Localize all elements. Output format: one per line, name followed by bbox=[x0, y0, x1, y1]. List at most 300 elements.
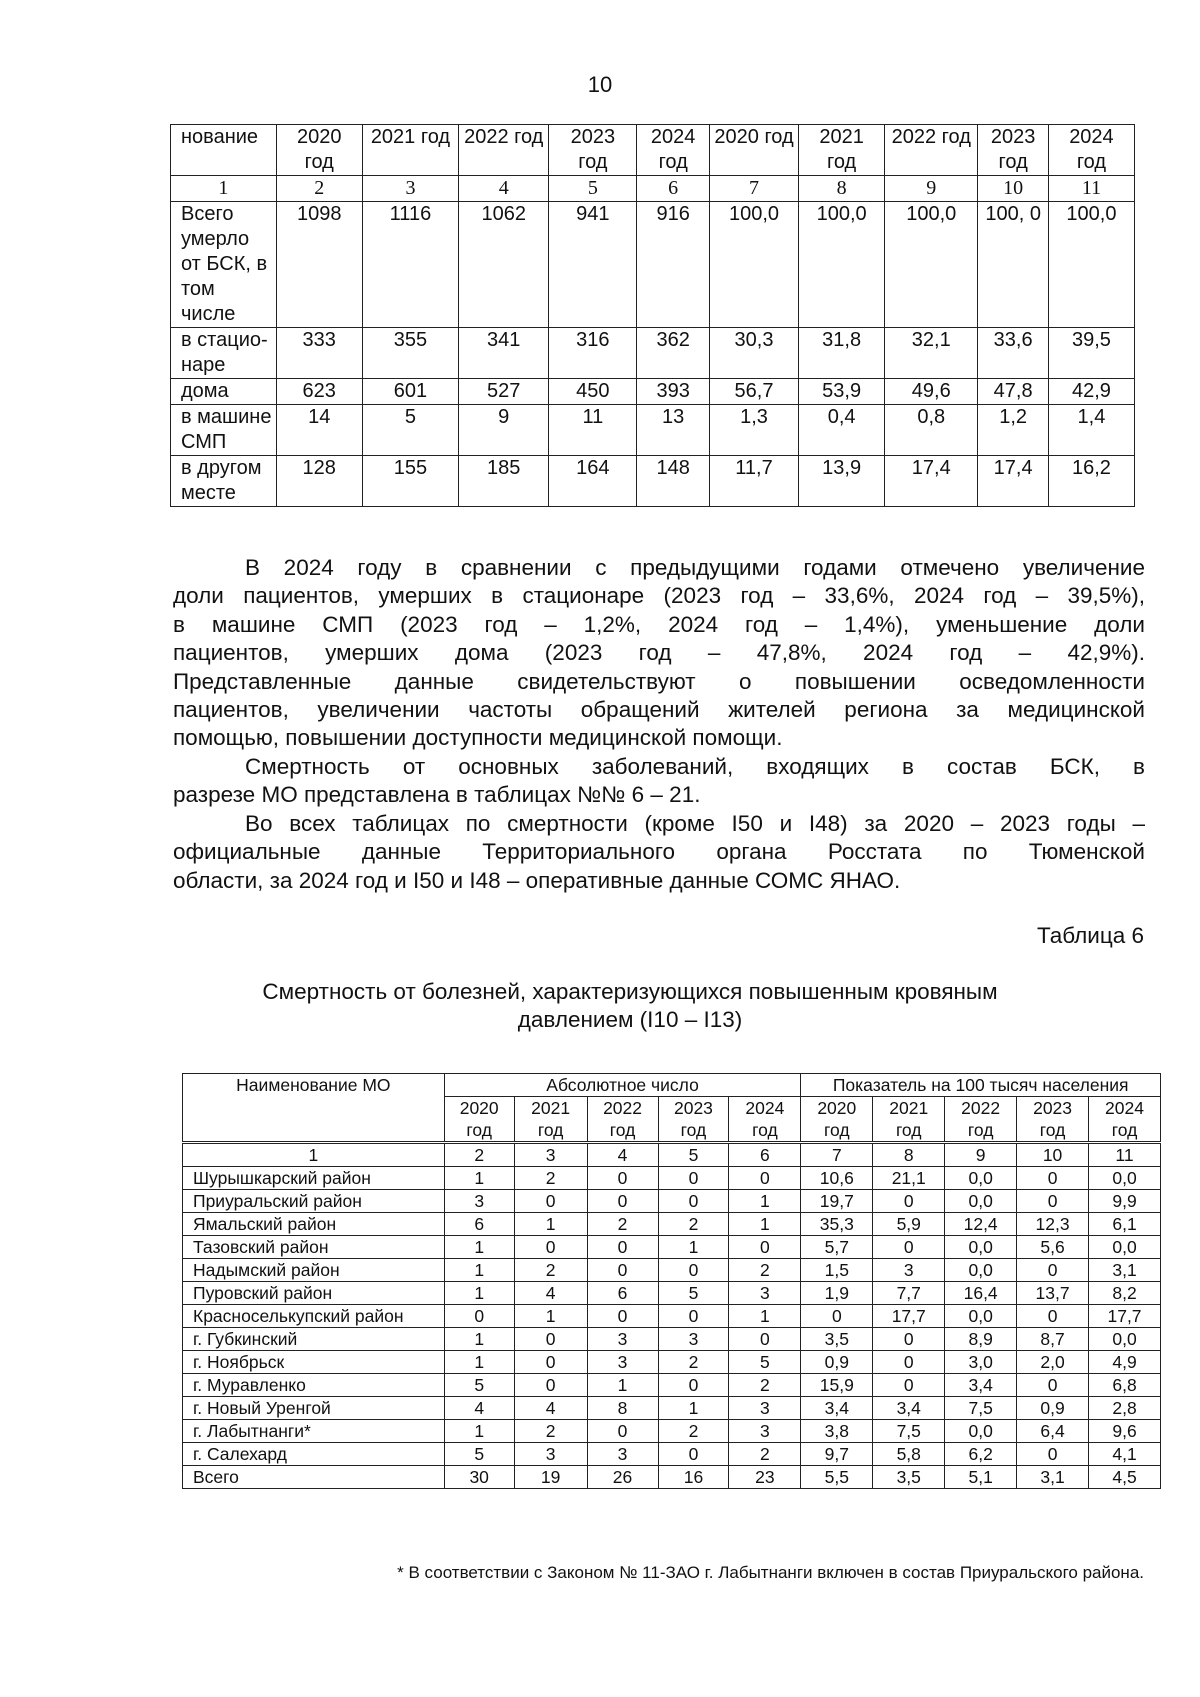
rate-value: 0,0 bbox=[945, 1420, 1017, 1443]
absolute-value: 1 bbox=[444, 1236, 514, 1259]
paragraph-line: пациентов, умерших дома (2023 год – 47,8%, 2024 год – 42,9%). bbox=[173, 640, 1145, 666]
table-row bbox=[183, 1305, 1161, 1328]
rate-value: 0 bbox=[873, 1236, 945, 1259]
index-cell: 2 bbox=[276, 176, 362, 202]
rate-value: 0,0 bbox=[945, 1167, 1017, 1190]
index-cell: 11 bbox=[1089, 1143, 1161, 1167]
rate-value: 0,0 bbox=[945, 1236, 1017, 1259]
index-cell: 3 bbox=[514, 1143, 587, 1167]
value-cell: 39,5 bbox=[1048, 328, 1134, 379]
rate-value: 16,4 bbox=[945, 1282, 1017, 1305]
value-cell: 1098 bbox=[276, 202, 362, 328]
absolute-value: 0 bbox=[587, 1190, 658, 1213]
value-cell: 32,1 bbox=[885, 328, 978, 379]
absolute-value: 0 bbox=[587, 1420, 658, 1443]
year-header: 2023 год bbox=[658, 1097, 729, 1143]
rate-value: 0 bbox=[873, 1190, 945, 1213]
absolute-value: 3 bbox=[729, 1282, 801, 1305]
absolute-value: 1 bbox=[729, 1213, 801, 1236]
table-index-row bbox=[183, 1143, 1161, 1167]
absolute-value: 3 bbox=[514, 1443, 587, 1466]
index-cell: 8 bbox=[873, 1143, 945, 1167]
mo-name: Ямальский район bbox=[183, 1213, 445, 1236]
column-header: 2024 год bbox=[637, 125, 710, 176]
absolute-value: 0 bbox=[658, 1443, 729, 1466]
absolute-value: 0 bbox=[729, 1328, 801, 1351]
absolute-value: 19 bbox=[514, 1466, 587, 1489]
rate-value: 3,8 bbox=[801, 1420, 873, 1443]
absolute-value: 3 bbox=[444, 1190, 514, 1213]
row-label: Всего умерло от БСК, в том числе bbox=[171, 202, 277, 328]
table-header-row bbox=[183, 1074, 1161, 1097]
rate-value: 7,5 bbox=[873, 1420, 945, 1443]
paragraph-line: Представленные данные свидетельствуют о повышении осведомленности bbox=[173, 668, 1145, 694]
absolute-value: 0 bbox=[729, 1167, 801, 1190]
rate-value: 6,1 bbox=[1089, 1213, 1161, 1236]
year-header: 2020 год bbox=[801, 1097, 873, 1143]
rate-value: 0,0 bbox=[1089, 1236, 1161, 1259]
index-cell: 10 bbox=[1017, 1143, 1089, 1167]
absolute-value: 0 bbox=[587, 1236, 658, 1259]
value-cell: 53,9 bbox=[799, 379, 885, 405]
table-row bbox=[183, 1190, 1161, 1213]
rate-value: 5,1 bbox=[945, 1466, 1017, 1489]
value-cell: 100,0 bbox=[799, 202, 885, 328]
header-absolute: Абсолютное число bbox=[444, 1074, 801, 1097]
deaths-by-place-table bbox=[170, 124, 1135, 507]
absolute-value: 3 bbox=[729, 1397, 801, 1420]
value-cell: 1,4 bbox=[1048, 405, 1134, 456]
paragraph-line: пациентов, увеличении частоты обращений жителей региона за медицинской bbox=[173, 697, 1145, 723]
mo-name: г. Салехард bbox=[183, 1443, 445, 1466]
table-title-line: давлением (I10 – I13) bbox=[517, 1007, 743, 1032]
value-cell: 47,8 bbox=[978, 379, 1048, 405]
rate-value: 3,5 bbox=[801, 1328, 873, 1351]
rate-value: 1,5 bbox=[801, 1259, 873, 1282]
value-cell: 42,9 bbox=[1048, 379, 1134, 405]
value-cell: 100,0 bbox=[1048, 202, 1134, 328]
absolute-value: 3 bbox=[587, 1351, 658, 1374]
rate-value: 15,9 bbox=[801, 1374, 873, 1397]
row-label: в другом месте bbox=[171, 456, 277, 507]
value-cell: 355 bbox=[362, 328, 458, 379]
absolute-value: 0 bbox=[658, 1167, 729, 1190]
column-header: 2021 год bbox=[799, 125, 885, 176]
rate-value: 0 bbox=[1017, 1374, 1089, 1397]
absolute-value: 16 bbox=[658, 1466, 729, 1489]
rate-value: 8,7 bbox=[1017, 1328, 1089, 1351]
paragraph-line: в машине СМП (2023 год – 1,2%, 2024 год – 1,4%), уменьшение доли bbox=[173, 611, 1145, 637]
mo-name: Надымский район bbox=[183, 1259, 445, 1282]
rate-value: 8,9 bbox=[945, 1328, 1017, 1351]
absolute-value: 1 bbox=[514, 1213, 587, 1236]
value-cell: 11 bbox=[549, 405, 637, 456]
index-cell: 6 bbox=[637, 176, 710, 202]
value-cell: 393 bbox=[637, 379, 710, 405]
value-cell: 100, 0 bbox=[978, 202, 1048, 328]
absolute-value: 1 bbox=[587, 1374, 658, 1397]
table-row bbox=[183, 1374, 1161, 1397]
table-row bbox=[183, 1259, 1161, 1282]
rate-value: 5,8 bbox=[873, 1443, 945, 1466]
absolute-value: 2 bbox=[587, 1213, 658, 1236]
absolute-value: 5 bbox=[444, 1374, 514, 1397]
absolute-value: 3 bbox=[587, 1443, 658, 1466]
value-cell: 49,6 bbox=[885, 379, 978, 405]
rate-value: 4,5 bbox=[1089, 1466, 1161, 1489]
column-header: 2024 год bbox=[1048, 125, 1134, 176]
rate-value: 7,7 bbox=[873, 1282, 945, 1305]
absolute-value: 0 bbox=[514, 1328, 587, 1351]
value-cell: 30,3 bbox=[709, 328, 798, 379]
rate-value: 9,6 bbox=[1089, 1420, 1161, 1443]
paragraph-line: В 2024 году в сравнении с предыдущими годами отмечено увеличение bbox=[245, 555, 1145, 580]
index-cell: 4 bbox=[459, 176, 549, 202]
row-label: дома bbox=[171, 379, 277, 405]
absolute-value: 0 bbox=[514, 1351, 587, 1374]
table-row bbox=[183, 1167, 1161, 1190]
absolute-value: 3 bbox=[658, 1328, 729, 1351]
rate-value: 17,7 bbox=[1089, 1305, 1161, 1328]
value-cell: 333 bbox=[276, 328, 362, 379]
value-cell: 185 bbox=[459, 456, 549, 507]
absolute-value: 0 bbox=[587, 1167, 658, 1190]
mo-name: Красноселькупский район bbox=[183, 1305, 445, 1328]
header-rate: Показатель на 100 тысяч населения bbox=[801, 1074, 1161, 1097]
rate-value: 9,7 bbox=[801, 1443, 873, 1466]
paragraph-line: области, за 2024 год и I50 и I48 – оперативные данные СОМС ЯНАО. bbox=[173, 867, 901, 893]
value-cell: 56,7 bbox=[709, 379, 798, 405]
absolute-value: 2 bbox=[514, 1420, 587, 1443]
table-title bbox=[180, 978, 1080, 1034]
rate-value: 13,7 bbox=[1017, 1282, 1089, 1305]
absolute-value: 1 bbox=[444, 1328, 514, 1351]
column-header: 2023 год bbox=[978, 125, 1048, 176]
table-row bbox=[183, 1236, 1161, 1259]
mo-name: Тазовский район bbox=[183, 1236, 445, 1259]
absolute-value: 1 bbox=[658, 1236, 729, 1259]
rate-value: 35,3 bbox=[801, 1213, 873, 1236]
rate-value: 0 bbox=[1017, 1305, 1089, 1328]
index-cell: 1 bbox=[171, 176, 277, 202]
page-number: 10 bbox=[587, 72, 613, 97]
absolute-value: 2 bbox=[729, 1443, 801, 1466]
row-label: в машине СМП bbox=[171, 405, 277, 456]
index-cell: 9 bbox=[945, 1143, 1017, 1167]
value-cell: 1062 bbox=[459, 202, 549, 328]
absolute-value: 6 bbox=[587, 1282, 658, 1305]
rate-value: 5,7 bbox=[801, 1236, 873, 1259]
index-cell: 1 bbox=[183, 1143, 445, 1167]
absolute-value: 2 bbox=[514, 1259, 587, 1282]
absolute-value: 0 bbox=[587, 1305, 658, 1328]
column-header: 2022 год bbox=[885, 125, 978, 176]
value-cell: 916 bbox=[637, 202, 710, 328]
rate-value: 0,0 bbox=[945, 1190, 1017, 1213]
rate-value: 0,0 bbox=[945, 1305, 1017, 1328]
absolute-value: 5 bbox=[444, 1443, 514, 1466]
index-cell: 7 bbox=[801, 1143, 873, 1167]
value-cell: 31,8 bbox=[799, 328, 885, 379]
mo-name: г. Лабытнанги* bbox=[183, 1420, 445, 1443]
absolute-value: 0 bbox=[729, 1236, 801, 1259]
index-cell: 9 bbox=[885, 176, 978, 202]
column-header: 2022 год bbox=[459, 125, 549, 176]
rate-value: 0,9 bbox=[801, 1351, 873, 1374]
absolute-value: 1 bbox=[729, 1305, 801, 1328]
rate-value: 0 bbox=[873, 1374, 945, 1397]
rate-value: 8,2 bbox=[1089, 1282, 1161, 1305]
value-cell: 341 bbox=[459, 328, 549, 379]
column-header: нование bbox=[171, 125, 277, 176]
value-cell: 100,0 bbox=[885, 202, 978, 328]
value-cell: 13 bbox=[637, 405, 710, 456]
mo-name: Всего bbox=[183, 1466, 445, 1489]
value-cell: 14 bbox=[276, 405, 362, 456]
absolute-value: 2 bbox=[658, 1420, 729, 1443]
column-header: 2021 год bbox=[362, 125, 458, 176]
header-mo: Наименование МО bbox=[183, 1074, 445, 1143]
value-cell: 1116 bbox=[362, 202, 458, 328]
absolute-value: 6 bbox=[444, 1213, 514, 1236]
rate-value: 0,0 bbox=[945, 1259, 1017, 1282]
rate-value: 21,1 bbox=[873, 1167, 945, 1190]
absolute-value: 3 bbox=[729, 1420, 801, 1443]
paragraph-line: разрезе МО представлена в таблицах №№ 6 – 21. bbox=[173, 782, 701, 808]
year-header: 2021 год bbox=[514, 1097, 587, 1143]
absolute-value: 3 bbox=[587, 1328, 658, 1351]
rate-value: 3,1 bbox=[1089, 1259, 1161, 1282]
table-row bbox=[183, 1351, 1161, 1374]
mo-name: г. Ноябрьск bbox=[183, 1351, 445, 1374]
absolute-value: 1 bbox=[514, 1305, 587, 1328]
absolute-value: 0 bbox=[658, 1190, 729, 1213]
index-cell: 2 bbox=[444, 1143, 514, 1167]
absolute-value: 1 bbox=[729, 1190, 801, 1213]
index-cell: 5 bbox=[658, 1143, 729, 1167]
value-cell: 100,0 bbox=[709, 202, 798, 328]
absolute-value: 4 bbox=[444, 1397, 514, 1420]
paragraph-line: помощью, повышении доступности медицинской помощи. bbox=[173, 725, 783, 751]
table-row bbox=[183, 1282, 1161, 1305]
paragraph-line: официальные данные Территориального органа Росстата по Тюменской bbox=[173, 839, 1145, 865]
absolute-value: 26 bbox=[587, 1466, 658, 1489]
absolute-value: 0 bbox=[658, 1374, 729, 1397]
mortality-table bbox=[182, 1073, 1161, 1489]
rate-value: 9,9 bbox=[1089, 1190, 1161, 1213]
year-header: 2023 год bbox=[1017, 1097, 1089, 1143]
index-cell: 10 bbox=[978, 176, 1048, 202]
value-cell: 16,2 bbox=[1048, 456, 1134, 507]
absolute-value: 1 bbox=[444, 1167, 514, 1190]
table-row bbox=[183, 1443, 1161, 1466]
paragraph-2 bbox=[173, 753, 1145, 810]
rate-value: 0 bbox=[801, 1305, 873, 1328]
value-cell: 11,7 bbox=[709, 456, 798, 507]
table-row bbox=[171, 456, 1135, 507]
table-title-line: Смертность от болезней, характеризующихся повышенным кровяным bbox=[262, 979, 998, 1004]
absolute-value: 0 bbox=[444, 1305, 514, 1328]
table-row bbox=[171, 328, 1135, 379]
index-cell: 3 bbox=[362, 176, 458, 202]
year-header: 2022 год bbox=[587, 1097, 658, 1143]
value-cell: 17,4 bbox=[885, 456, 978, 507]
mo-name: Шурышкарский район bbox=[183, 1167, 445, 1190]
index-cell: 4 bbox=[587, 1143, 658, 1167]
rate-value: 0 bbox=[1017, 1190, 1089, 1213]
absolute-value: 2 bbox=[729, 1259, 801, 1282]
rate-value: 1,9 bbox=[801, 1282, 873, 1305]
index-cell: 5 bbox=[549, 176, 637, 202]
column-header: 2020 год bbox=[276, 125, 362, 176]
table-row bbox=[171, 202, 1135, 328]
index-cell: 7 bbox=[709, 176, 798, 202]
mo-name: Приуральский район bbox=[183, 1190, 445, 1213]
absolute-value: 0 bbox=[587, 1259, 658, 1282]
value-cell: 601 bbox=[362, 379, 458, 405]
value-cell: 1,3 bbox=[709, 405, 798, 456]
rate-value: 3,4 bbox=[873, 1397, 945, 1420]
rate-value: 6,2 bbox=[945, 1443, 1017, 1466]
rate-value: 5,9 bbox=[873, 1213, 945, 1236]
paragraph-3 bbox=[173, 810, 1145, 895]
rate-value: 0 bbox=[873, 1351, 945, 1374]
absolute-value: 30 bbox=[444, 1466, 514, 1489]
absolute-value: 0 bbox=[514, 1374, 587, 1397]
absolute-value: 8 bbox=[587, 1397, 658, 1420]
absolute-value: 0 bbox=[658, 1259, 729, 1282]
rate-value: 0 bbox=[1017, 1443, 1089, 1466]
rate-value: 10,6 bbox=[801, 1167, 873, 1190]
rate-value: 4,1 bbox=[1089, 1443, 1161, 1466]
rate-value: 0 bbox=[873, 1328, 945, 1351]
rate-value: 6,8 bbox=[1089, 1374, 1161, 1397]
absolute-value: 0 bbox=[514, 1190, 587, 1213]
value-cell: 0,8 bbox=[885, 405, 978, 456]
table-row bbox=[171, 405, 1135, 456]
mo-name: г. Новый Уренгой bbox=[183, 1397, 445, 1420]
table-row bbox=[183, 1213, 1161, 1236]
rate-value: 3,4 bbox=[801, 1397, 873, 1420]
absolute-value: 5 bbox=[658, 1282, 729, 1305]
table-index-row bbox=[171, 176, 1135, 202]
value-cell: 527 bbox=[459, 379, 549, 405]
table-header-row bbox=[171, 125, 1135, 176]
value-cell: 155 bbox=[362, 456, 458, 507]
value-cell: 9 bbox=[459, 405, 549, 456]
mo-name: г. Муравленко bbox=[183, 1374, 445, 1397]
rate-value: 3,5 bbox=[873, 1466, 945, 1489]
paragraph-1 bbox=[173, 554, 1145, 753]
year-header: 2022 год bbox=[945, 1097, 1017, 1143]
rate-value: 3,4 bbox=[945, 1374, 1017, 1397]
value-cell: 941 bbox=[549, 202, 637, 328]
absolute-value: 1 bbox=[658, 1397, 729, 1420]
value-cell: 33,6 bbox=[978, 328, 1048, 379]
rate-value: 7,5 bbox=[945, 1397, 1017, 1420]
rate-value: 0,0 bbox=[1089, 1167, 1161, 1190]
value-cell: 148 bbox=[637, 456, 710, 507]
year-header: 2024 год bbox=[1089, 1097, 1161, 1143]
absolute-value: 2 bbox=[514, 1167, 587, 1190]
value-cell: 5 bbox=[362, 405, 458, 456]
paragraph-line: Во всех таблицах по смертности (кроме I50 и I48) за 2020 – 2023 годы – bbox=[245, 811, 1145, 836]
year-header: 2020 год bbox=[444, 1097, 514, 1143]
value-cell: 1,2 bbox=[978, 405, 1048, 456]
absolute-value: 2 bbox=[658, 1213, 729, 1236]
column-header: 2020 год bbox=[709, 125, 798, 176]
value-cell: 623 bbox=[276, 379, 362, 405]
row-label: в стацио-наре bbox=[171, 328, 277, 379]
table-row bbox=[183, 1397, 1161, 1420]
absolute-value: 0 bbox=[514, 1236, 587, 1259]
rate-value: 19,7 bbox=[801, 1190, 873, 1213]
mo-name: г. Губкинский bbox=[183, 1328, 445, 1351]
index-cell: 11 bbox=[1048, 176, 1134, 202]
absolute-value: 1 bbox=[444, 1259, 514, 1282]
absolute-value: 4 bbox=[514, 1397, 587, 1420]
value-cell: 0,4 bbox=[799, 405, 885, 456]
absolute-value: 2 bbox=[658, 1351, 729, 1374]
paragraph-line: Смертность от основных заболеваний, входящих в состав БСК, в bbox=[245, 754, 1145, 779]
rate-value: 0 bbox=[1017, 1167, 1089, 1190]
rate-value: 0 bbox=[1017, 1259, 1089, 1282]
rate-value: 4,9 bbox=[1089, 1351, 1161, 1374]
rate-value: 5,5 bbox=[801, 1466, 873, 1489]
table-row bbox=[183, 1328, 1161, 1351]
value-cell: 316 bbox=[549, 328, 637, 379]
rate-value: 12,4 bbox=[945, 1213, 1017, 1236]
rate-value: 0,0 bbox=[1089, 1328, 1161, 1351]
absolute-value: 1 bbox=[444, 1351, 514, 1374]
absolute-value: 0 bbox=[658, 1305, 729, 1328]
index-cell: 8 bbox=[799, 176, 885, 202]
rate-value: 5,6 bbox=[1017, 1236, 1089, 1259]
value-cell: 362 bbox=[637, 328, 710, 379]
absolute-value: 5 bbox=[729, 1351, 801, 1374]
rate-value: 3 bbox=[873, 1259, 945, 1282]
value-cell: 164 bbox=[549, 456, 637, 507]
rate-value: 0,9 bbox=[1017, 1397, 1089, 1420]
absolute-value: 4 bbox=[514, 1282, 587, 1305]
table-row bbox=[183, 1420, 1161, 1443]
rate-value: 2,8 bbox=[1089, 1397, 1161, 1420]
absolute-value: 1 bbox=[444, 1282, 514, 1305]
footnote: * В соответствии с Законом № 11-ЗАО г. Лабытнанги включен в состав Приуральского района. bbox=[397, 1563, 1144, 1582]
rate-value: 17,7 bbox=[873, 1305, 945, 1328]
rate-value: 2,0 bbox=[1017, 1351, 1089, 1374]
value-cell: 13,9 bbox=[799, 456, 885, 507]
table-row bbox=[183, 1466, 1161, 1489]
value-cell: 450 bbox=[549, 379, 637, 405]
year-header: 2024 год bbox=[729, 1097, 801, 1143]
mo-name: Пуровский район bbox=[183, 1282, 445, 1305]
rate-value: 12,3 bbox=[1017, 1213, 1089, 1236]
paragraph-line: доли пациентов, умерших в стационаре (2023 год – 33,6%, 2024 год – 39,5%), bbox=[173, 583, 1145, 609]
table-row bbox=[171, 379, 1135, 405]
year-header: 2021 год bbox=[873, 1097, 945, 1143]
table-caption: Таблица 6 bbox=[1037, 923, 1144, 948]
rate-value: 3,1 bbox=[1017, 1466, 1089, 1489]
value-cell: 17,4 bbox=[978, 456, 1048, 507]
rate-value: 3,0 bbox=[945, 1351, 1017, 1374]
index-cell: 6 bbox=[729, 1143, 801, 1167]
value-cell: 128 bbox=[276, 456, 362, 507]
absolute-value: 1 bbox=[444, 1420, 514, 1443]
column-header: 2023 год bbox=[549, 125, 637, 176]
rate-value: 6,4 bbox=[1017, 1420, 1089, 1443]
absolute-value: 23 bbox=[729, 1466, 801, 1489]
